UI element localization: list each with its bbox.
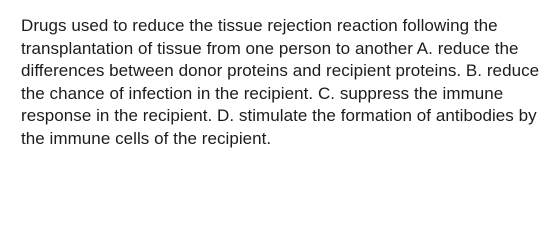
question-text: Drugs used to reduce the tissue rejection reaction following the transplantation of tissue from one person to another A. reduce the differences between donor proteins and recipient proteins. B. reduce the chance of infection in the recipient. C. suppress the immune response in the recipient. D. stimulate the formation of antibodies by the immune cells of the recipient. xyxy=(21,16,540,148)
